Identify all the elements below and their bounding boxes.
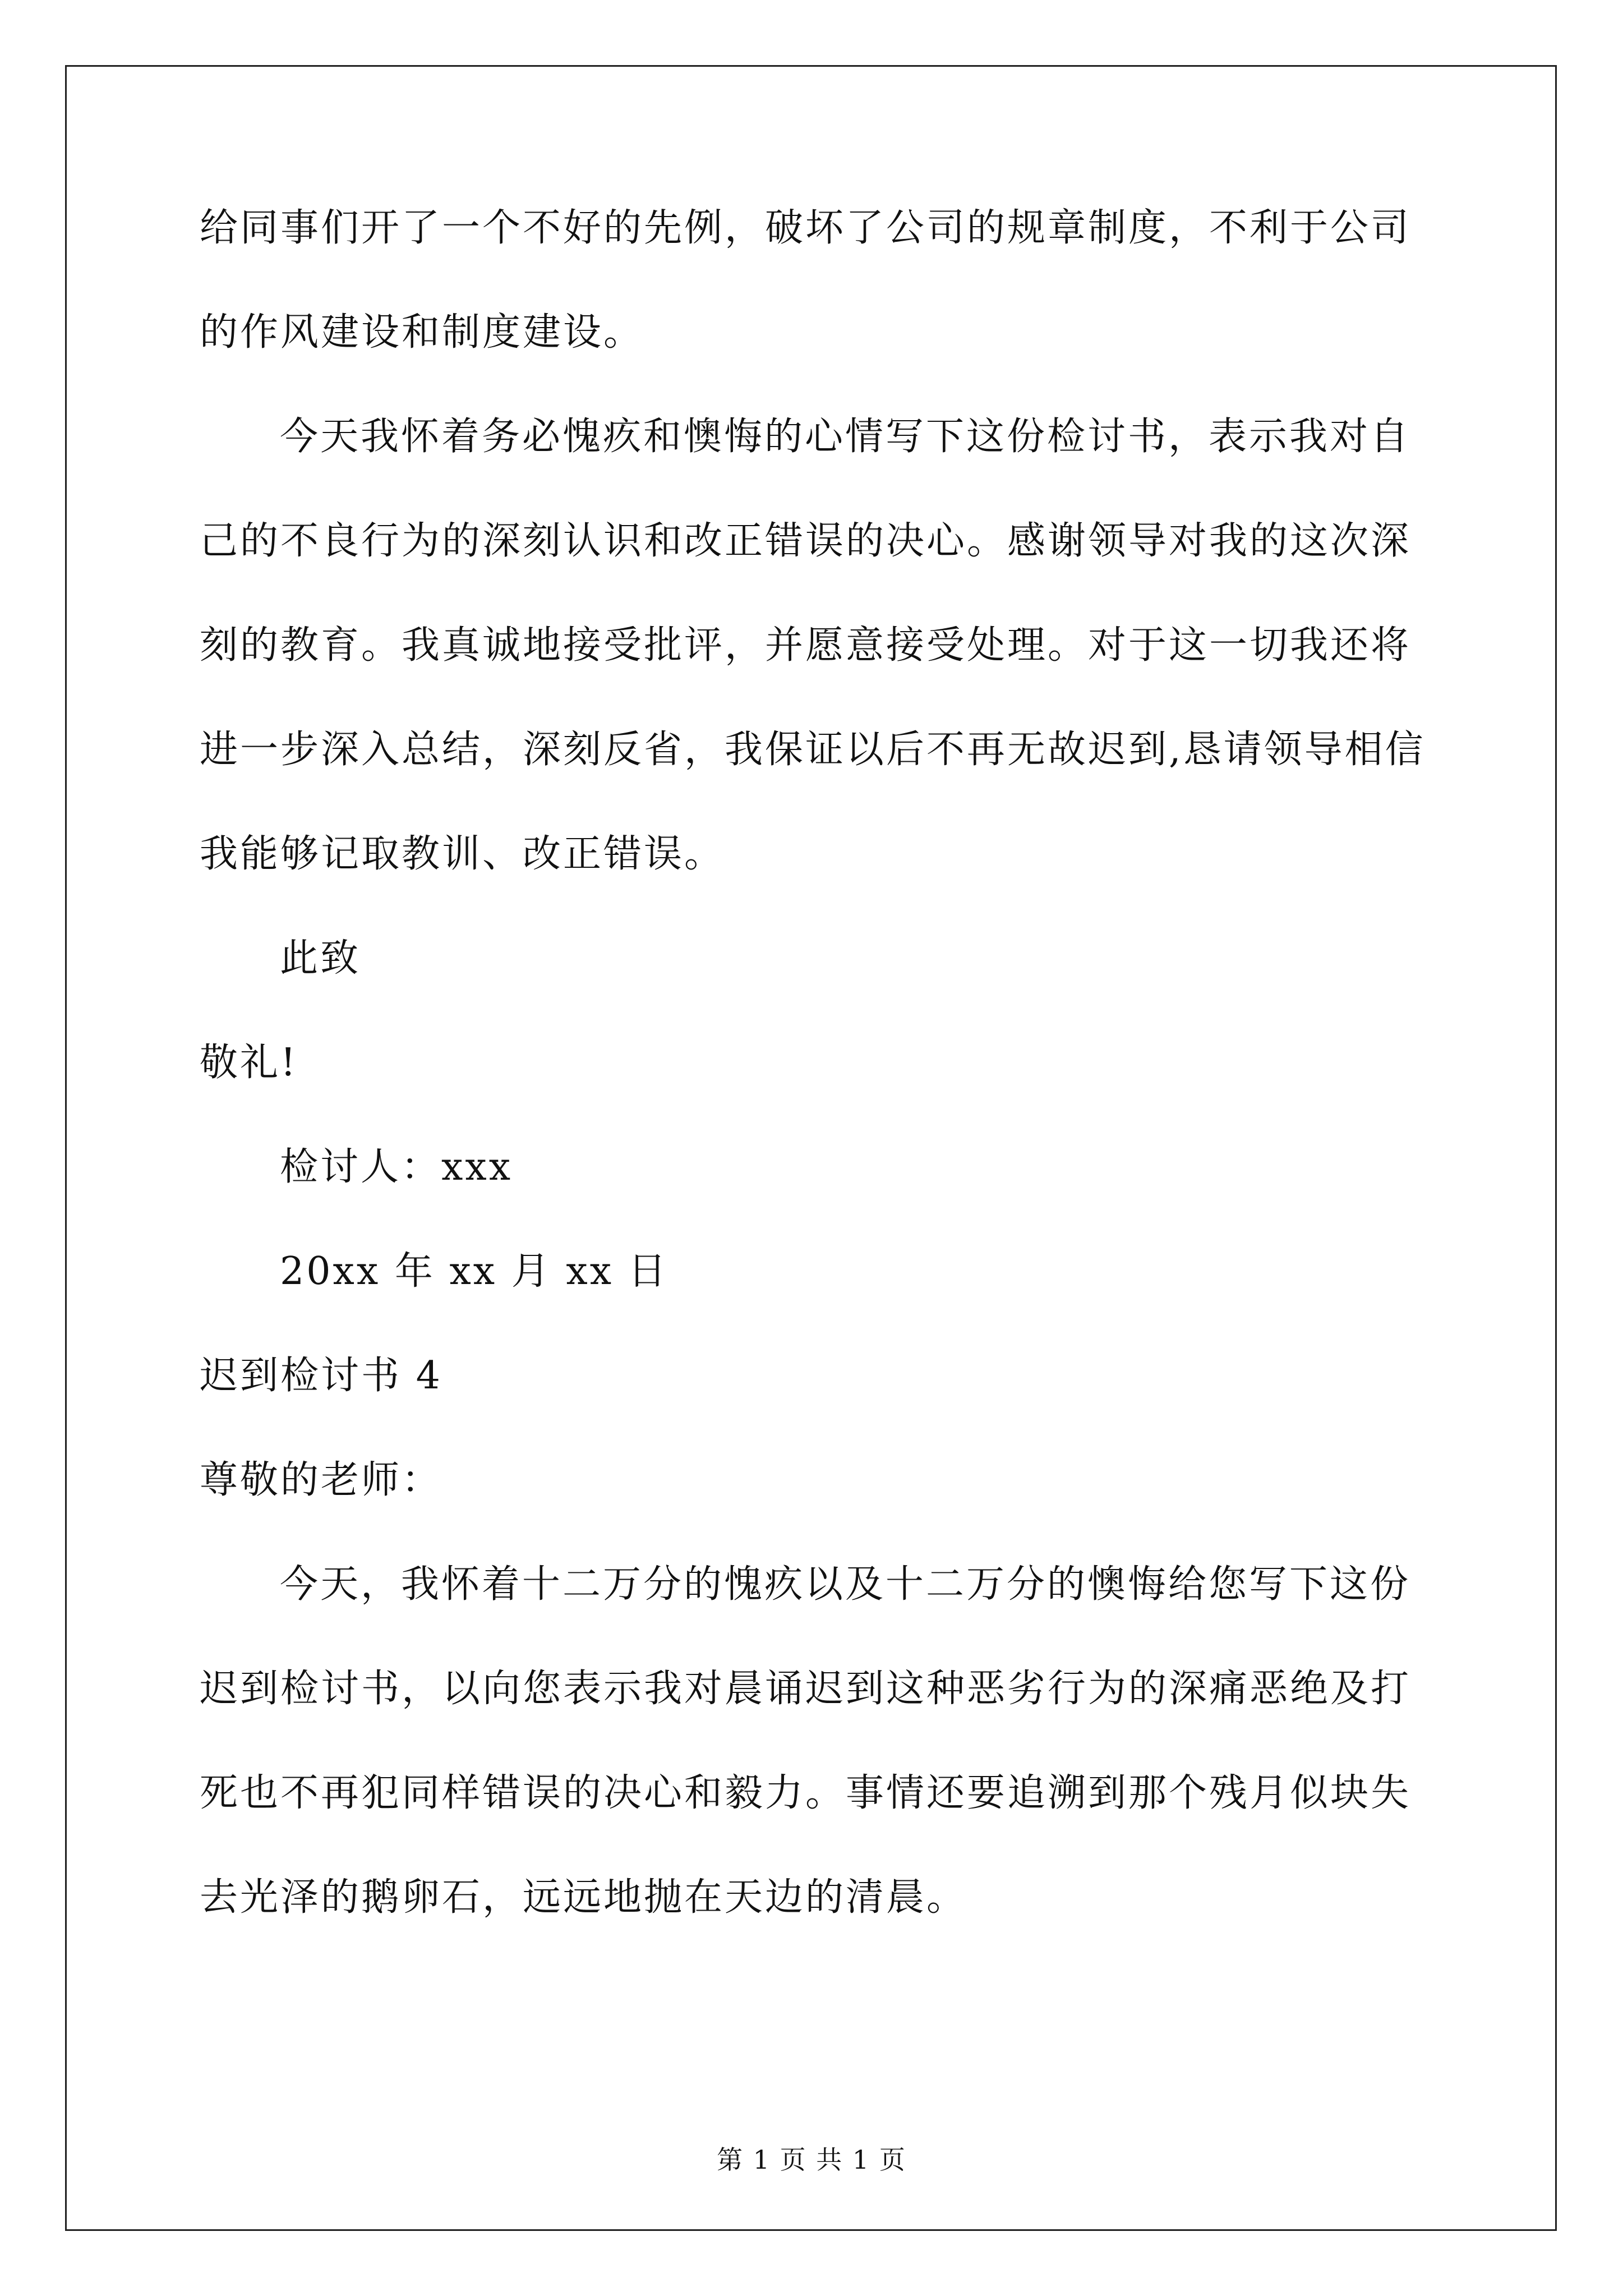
paragraph-line: 我能够记取教训、改正错误。 xyxy=(200,832,725,876)
paragraph-line: 今天我怀着务必愧疚和懊悔的心情写下这份检讨书，表示我对自 xyxy=(280,415,1411,459)
document-body xyxy=(200,202,1433,1924)
greeting-line: 尊敬的老师： xyxy=(200,1458,442,1502)
paragraph-line: 给同事们开了一个不好的先例，破坏了公司的规章制度，不利于公司 xyxy=(200,206,1412,250)
paragraph-line: 迟到检讨书，以向您表示我对晨诵迟到这种恶劣行为的深痛恶绝及打 xyxy=(200,1667,1412,1711)
paragraph-line: 进一步深入总结，深刻反省，我保证以后不再无故迟到,恳请领导相信 xyxy=(200,728,1426,772)
paragraph-line: 死也不再犯同样错误的决心和毅力。事情还要追溯到那个残月似块失 xyxy=(200,1771,1412,1815)
page-footer: 第 1 页 共 1 页 xyxy=(717,2145,906,2175)
closing-regards: 敬礼! xyxy=(200,1041,298,1085)
date-line: 20xx 年 xx 月 xx 日 xyxy=(280,1249,668,1294)
paragraph-line: 刻的教育。我真诚地接受批评，并愿意接受处理。对于这一切我还将 xyxy=(200,623,1412,668)
section-title: 迟到检讨书 4 xyxy=(200,1354,442,1398)
paragraph-line: 己的不良行为的深刻认识和改正错误的决心。感谢领导对我的这次深 xyxy=(200,519,1412,563)
paragraph-line: 今天，我怀着十二万分的愧疚以及十二万分的懊悔给您写下这份 xyxy=(280,1562,1411,1607)
signature-line: 检讨人：xxx xyxy=(280,1145,513,1189)
paragraph-line: 的作风建设和制度建设。 xyxy=(200,310,644,355)
paragraph-line: 去光泽的鹅卵石，远远地抛在天边的清晨。 xyxy=(200,1875,967,1920)
closing-salutation: 此致 xyxy=(280,936,361,981)
